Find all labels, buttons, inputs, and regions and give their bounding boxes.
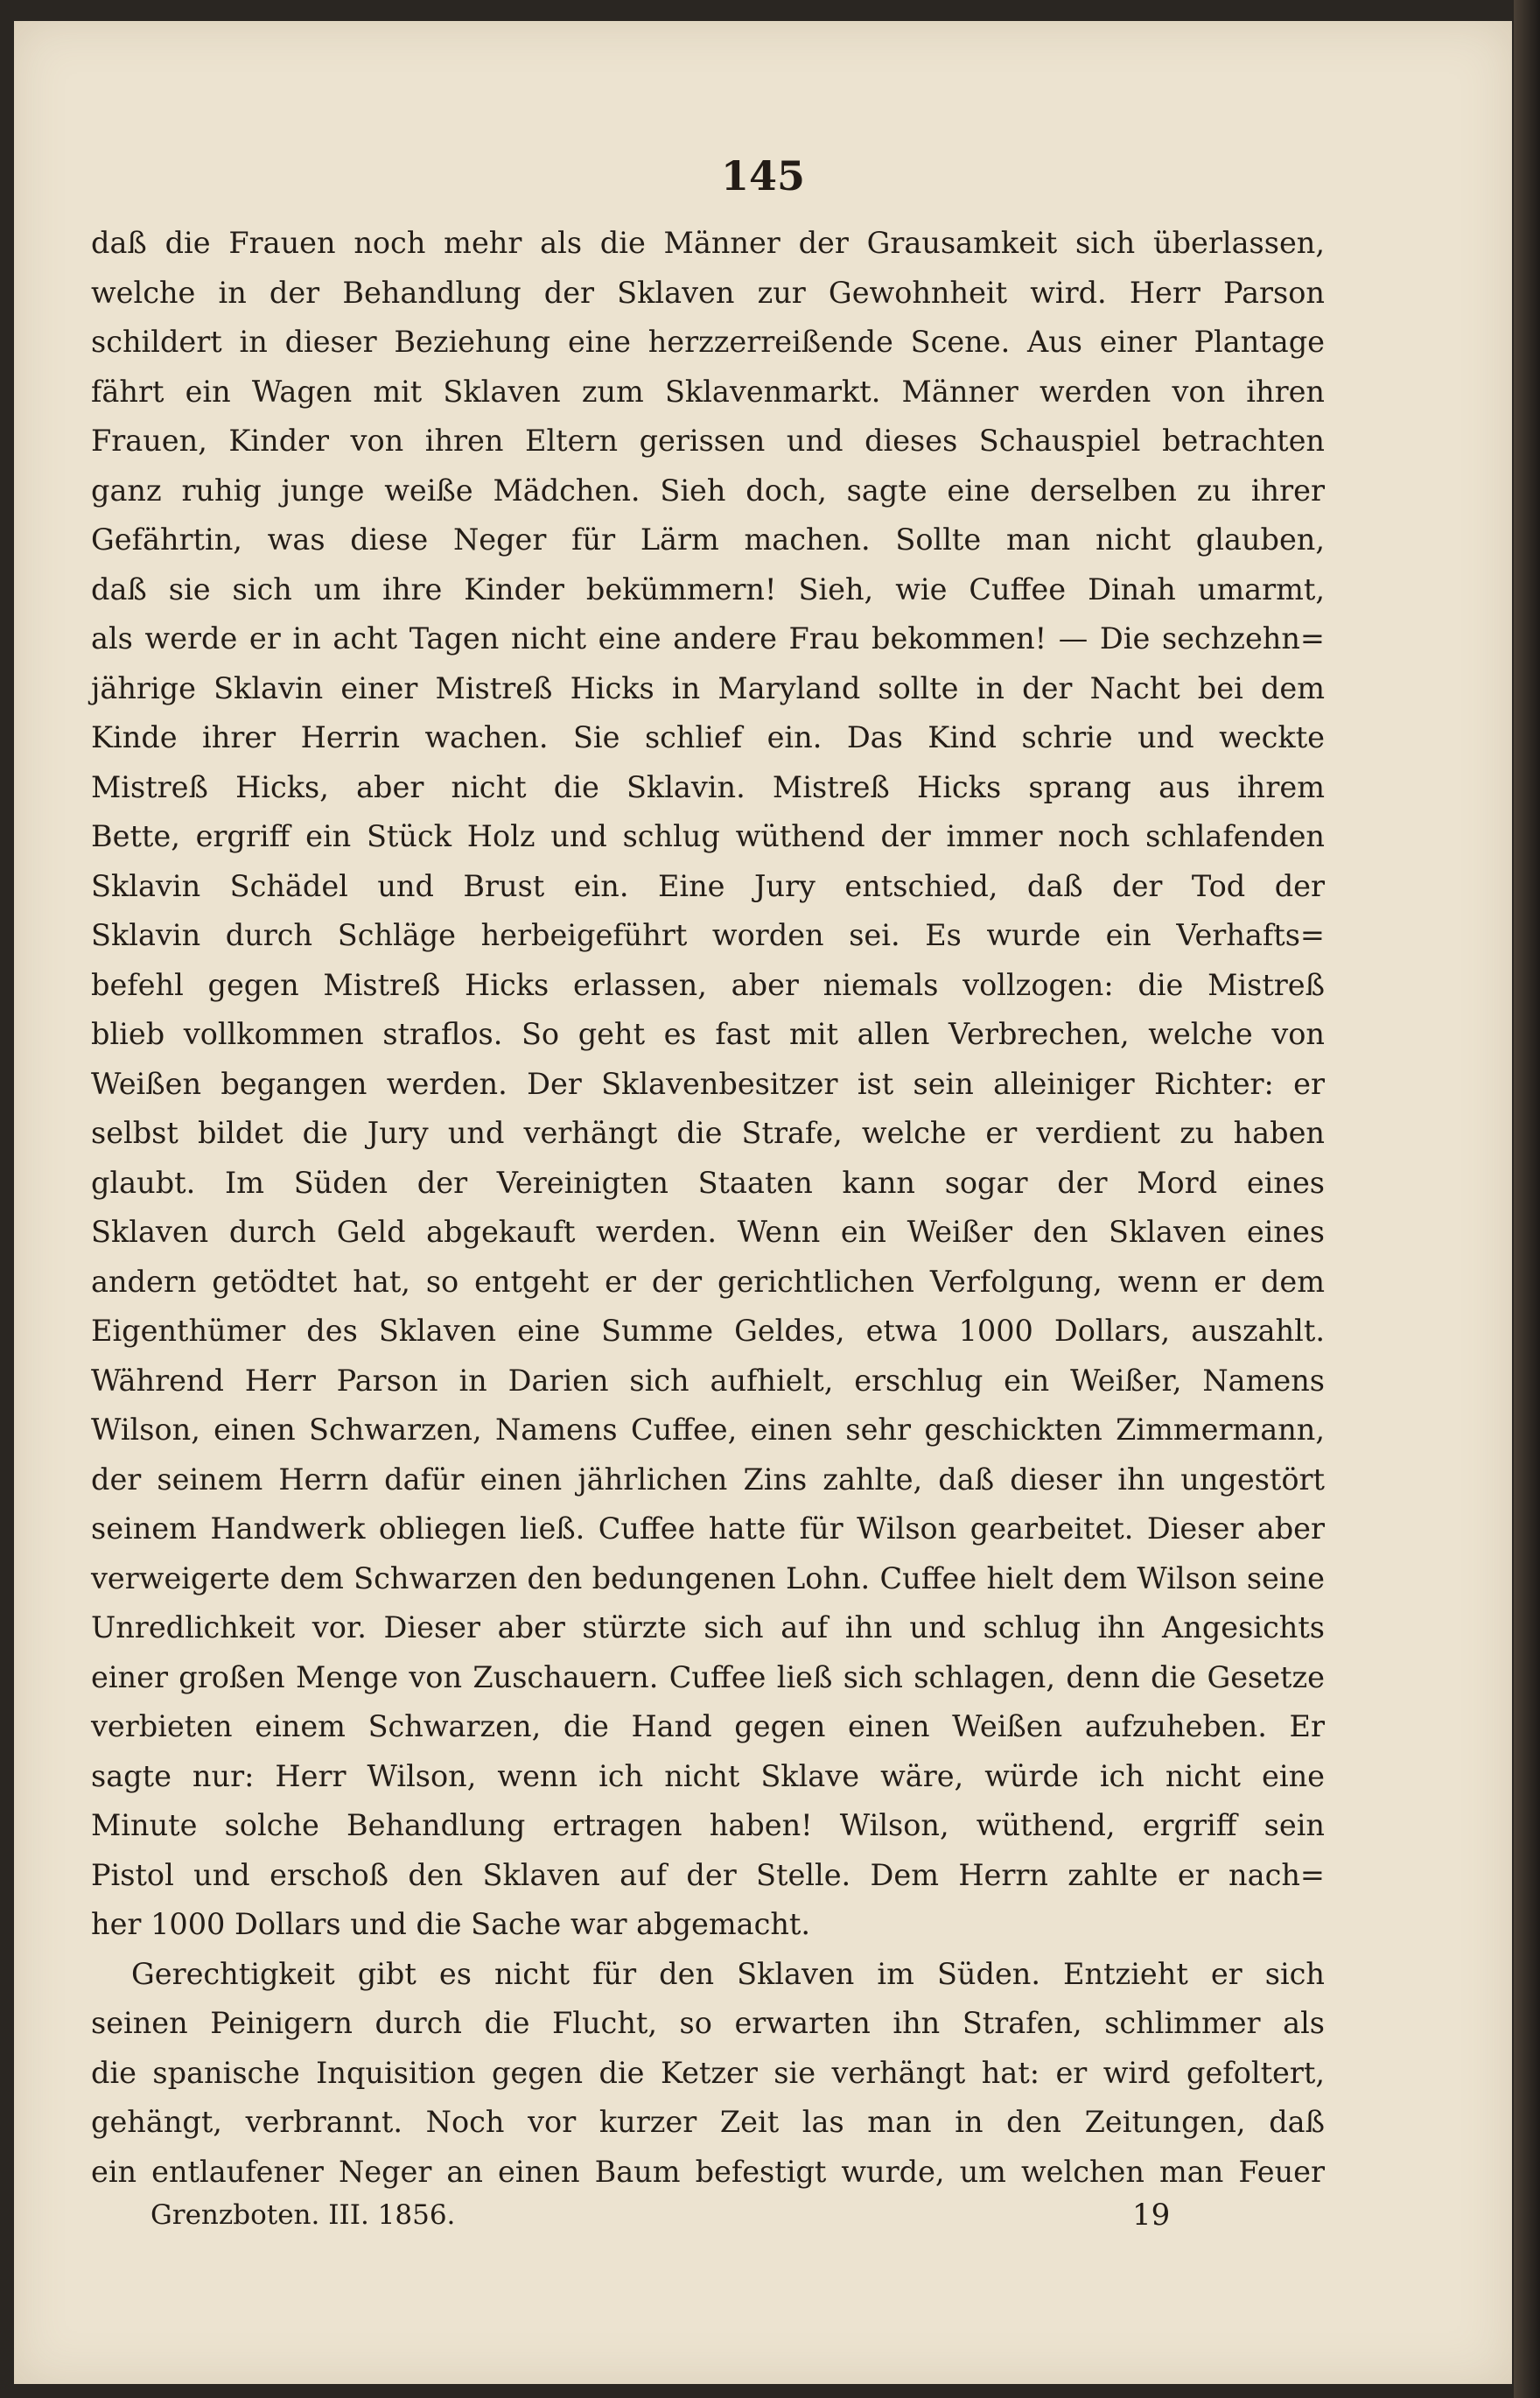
text-line: Gerechtigkeit gibt es nicht für den Sklaven im Süden. Entzieht er sich <box>131 1956 1325 1991</box>
text-line: einer großen Menge von Zuschauern. Cuffee ließ sich schlagen, denn die Gesetze <box>91 1659 1325 1694</box>
text-line: Sklavin durch Schläge herbeigeführt worden sei. Es wurde ein Verhafts= <box>91 918 1325 952</box>
book-page <box>14 21 1512 2384</box>
text-line: daß sie sich um ihre Kinder bekümmern! Sieh, wie Cuffee Dinah umarmt, <box>91 571 1325 607</box>
text-line: ein entlaufener Neger an einen Baum befestigt wurde, um welchen man Feuer <box>91 2154 1325 2189</box>
text-line: schildert in dieser Beziehung eine herzzerreißende Scene. Aus einer Plantage <box>91 325 1325 359</box>
text-line: her 1000 Dollars und die Sache war abgemacht. <box>91 1907 811 1941</box>
text-line: daß die Frauen noch mehr als die Männer der Grausamkeit sich überlassen, <box>91 226 1325 260</box>
text-line: ganz ruhig junge weiße Mädchen. Sieh doch, sagte eine derselben zu ihrer <box>91 473 1325 508</box>
text-line: die spanische Inquisition gegen die Ketzer sie verhängt hat: er wird gefoltert, <box>91 2055 1325 2090</box>
text-line: befehl gegen Mistreß Hicks erlassen, aber niemals vollzogen: die Mistreß <box>91 967 1325 1002</box>
text-line: Frauen, Kinder von ihren Eltern gerissen und dieses Schauspiel betrachten <box>91 424 1325 458</box>
text-line: blieb vollkommen straflos. So geht es fast mit allen Verbrechen, welche von <box>91 1017 1325 1051</box>
text-line: Mistreß Hicks, aber nicht die Sklavin. Mistreß Hicks sprang aus ihrem <box>91 769 1325 804</box>
footer-source: Grenzboten. III. 1856. <box>150 2199 456 2231</box>
text-line: Sklavin Schädel und Brust ein. Eine Jury entschied, daß der Tod der <box>91 868 1325 903</box>
text-line: Bette, ergriff ein Stück Holz und schlug wüthend der immer noch schlafenden <box>91 819 1325 853</box>
text-line: fährt ein Wagen mit Sklaven zum Sklavenmarkt. Männer werden von ihren <box>91 374 1325 409</box>
text-line: der seinem Herrn dafür einen jährlichen Zins zahlte, daß dieser ihn ungestört <box>91 1462 1325 1497</box>
text-line: Eigenthümer des Sklaven eine Summe Geldes, etwa 1000 Dollars, auszahlt. <box>91 1314 1325 1348</box>
text-line: Sklaven durch Geld abgekauft werden. Wenn ein Weißer den Sklaven eines <box>91 1215 1325 1249</box>
text-body <box>91 219 1325 2197</box>
text-line: Minute solche Behandlung ertragen haben! Wilson, wüthend, ergriff sein <box>91 1808 1325 1842</box>
text-line: Wilson, einen Schwarzen, Namens Cuffee, einen sehr geschickten Zimmermann, <box>91 1413 1325 1447</box>
text-line: Weißen begangen werden. Der Sklavenbesitzer ist sein alleiniger Richter: er <box>91 1066 1325 1101</box>
page-number: 145 <box>720 152 806 200</box>
text-line: verweigerte dem Schwarzen den bedungenen Lohn. Cuffee hielt dem Wilson seine <box>91 1560 1325 1595</box>
text-line: Gefährtin, was diese Neger für Lärm machen. Sollte man nicht glauben, <box>91 522 1325 557</box>
text-line: sagte nur: Herr Wilson, wenn ich nicht Sklave wäre, würde ich nicht eine <box>91 1758 1325 1793</box>
text-line: seinen Peinigern durch die Flucht, so erwarten ihn Strafen, schlimmer als <box>91 2006 1325 2040</box>
text-line: Kinde ihrer Herrin wachen. Sie schlief ein. Das Kind schrie und weckte <box>91 720 1325 754</box>
text-line: Während Herr Parson in Darien sich aufhielt, erschlug ein Weißer, Namens <box>91 1363 1325 1398</box>
text-line: als werde er in acht Tagen nicht eine andere Frau bekommen! — Die sechzehn= <box>91 621 1325 656</box>
text-line: selbst bildet die Jury und verhängt die Strafe, welche er verdient zu haben <box>91 1116 1325 1150</box>
signature-mark: 19 <box>1132 2198 1171 2233</box>
text-line: Unredlichkeit vor. Dieser aber stürzte sich auf ihn und schlug ihn Angesichts <box>91 1610 1325 1644</box>
text-line: andern getödtet hat, so entgeht er der gerichtlichen Verfolgung, wenn er dem <box>91 1264 1325 1299</box>
text-line: Pistol und erschoß den Sklaven auf der Stelle. Dem Herrn zahlte er nach= <box>91 1857 1325 1892</box>
page-edge-shadow <box>1514 0 1540 2398</box>
text-line: seinem Handwerk obliegen ließ. Cuffee hatte für Wilson gearbeitet. Dieser aber <box>91 1511 1325 1546</box>
page-footer <box>14 2193 1512 2237</box>
text-line: gehängt, verbrannt. Noch vor kurzer Zeit las man in den Zeitungen, daß <box>91 2105 1325 2139</box>
text-line: verbieten einem Schwarzen, die Hand gegen einen Weißen aufzuheben. Er <box>91 1709 1325 1743</box>
text-line: welche in der Behandlung der Sklaven zur Gewohnheit wird. Herr Parson <box>91 275 1325 310</box>
paragraph <box>91 1950 1325 2198</box>
paragraph <box>91 219 1325 1950</box>
text-line: jährige Sklavin einer Mistreß Hicks in Maryland sollte in der Nacht bei dem <box>91 670 1325 705</box>
text-line: glaubt. Im Süden der Vereinigten Staaten kann sogar der Mord eines <box>91 1165 1325 1200</box>
